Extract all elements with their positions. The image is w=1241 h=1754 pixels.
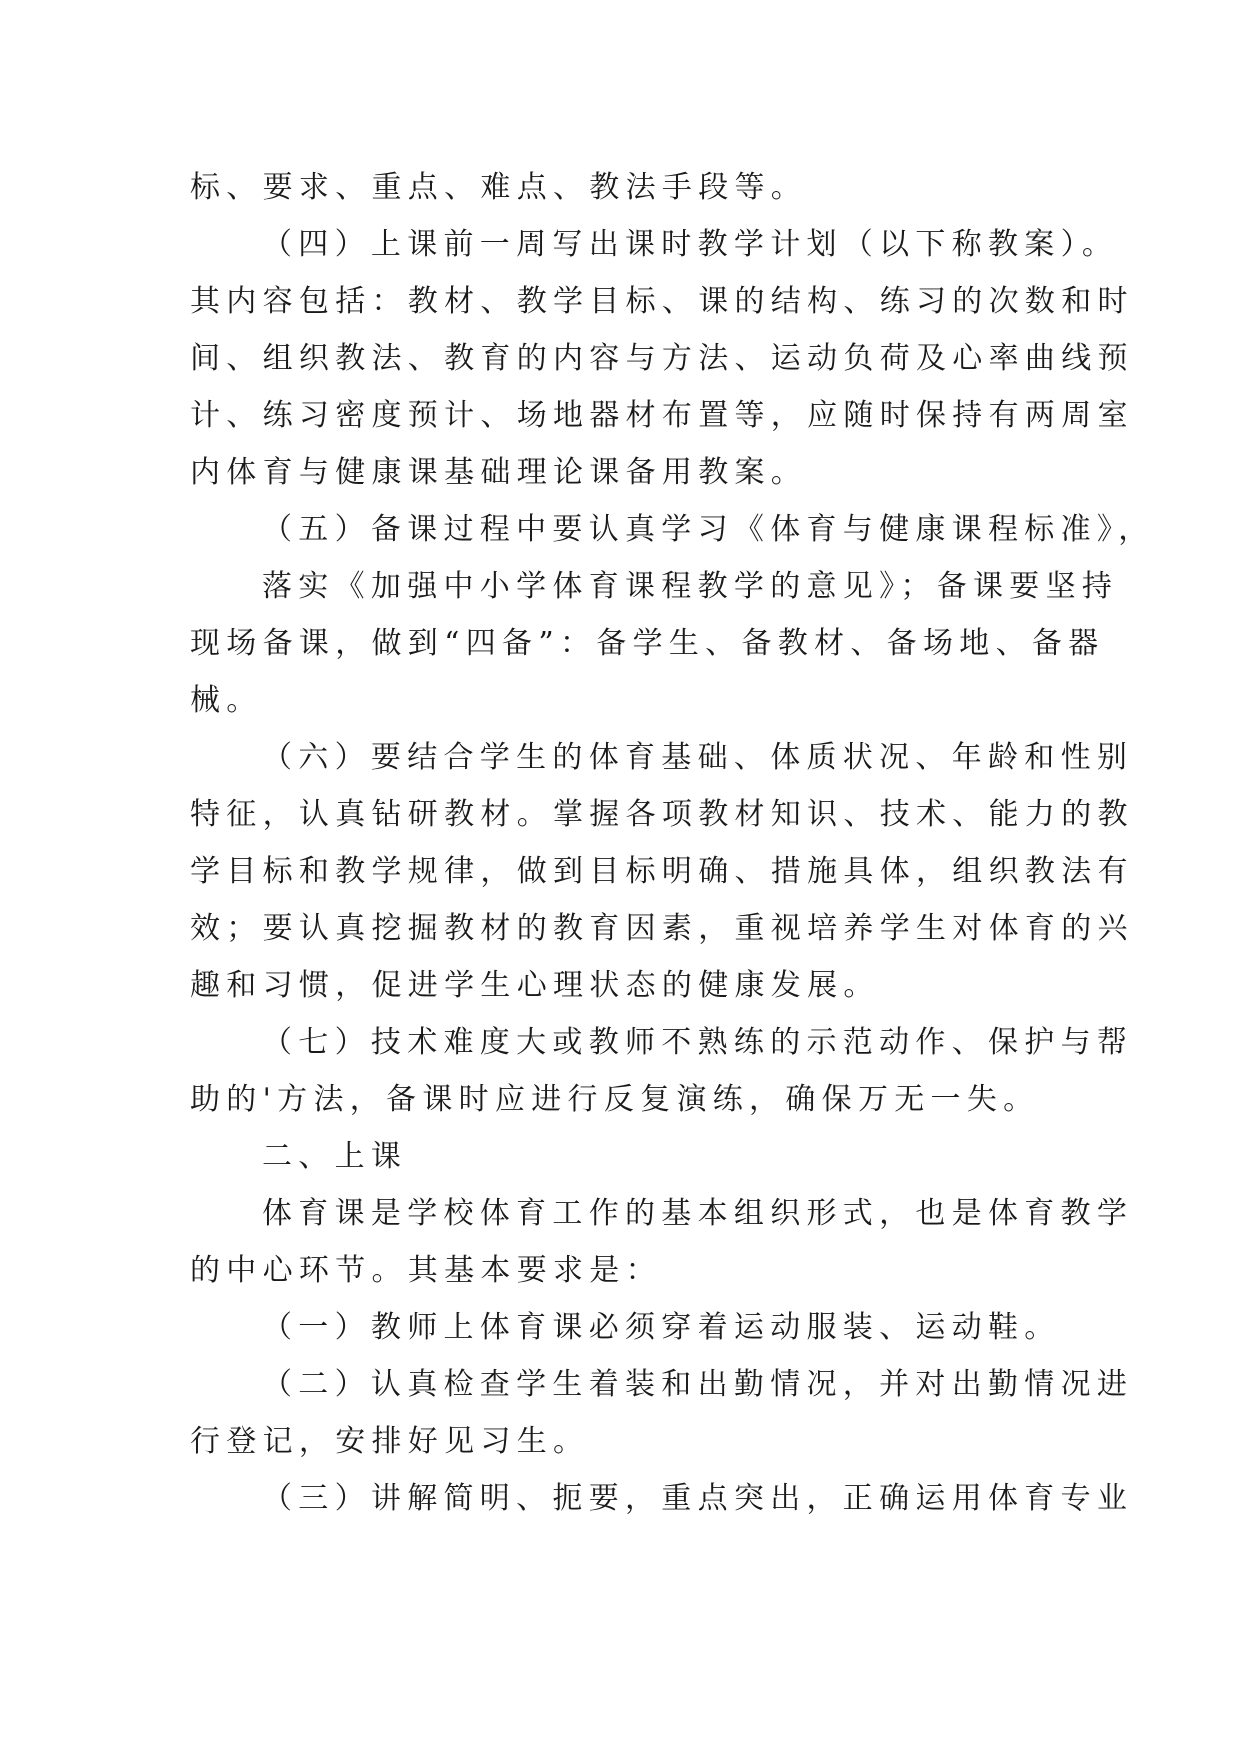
text-line: 学目标和教学规律，做到目标明确、措施具体，组织教法有 xyxy=(190,854,1134,889)
text-line: 标、要求、重点、难点、教法手段等。 xyxy=(190,170,808,205)
text-line: 效；要认真挖掘教材的教育因素，重视培养学生对体育的兴 xyxy=(190,911,1134,946)
text-line: 内体育与健康课基础理论课备用教案。 xyxy=(190,455,808,490)
text-line: （六）要结合学生的体育基础、体质状况、年龄和性别 xyxy=(262,740,1134,775)
text-line: 落实《加强中小学体育课程教学的意见》；备课要坚持 xyxy=(262,569,1119,604)
text-line: 行登记，安排好见习生。 xyxy=(190,1424,590,1459)
text-line: 助的'方法，备课时应进行反复演练，确保万无一失。 xyxy=(190,1082,1040,1117)
text-line: 间、组织教法、教育的内容与方法、运动负荷及心率曲线预 xyxy=(190,341,1134,376)
text-line: 特征，认真钻研教材。掌握各项教材知识、技术、能力的教 xyxy=(190,797,1134,832)
text-line: （一）教师上体育课必须穿着运动服装、运动鞋。 xyxy=(262,1310,1061,1345)
text-line: （三）讲解简明、扼要，重点突出，正确运用体育专业 xyxy=(262,1481,1134,1516)
text-line: 计、练习密度预计、场地器材布置等，应随时保持有两周室 xyxy=(190,398,1134,433)
text-line: 现场备课，做到“四备”：备学生、备教材、备场地、备器 xyxy=(190,626,1105,661)
text-line: （七）技术难度大或教师不熟练的示范动作、保护与帮 xyxy=(262,1025,1134,1060)
text-line: 趣和习惯，促进学生心理状态的健康发展。 xyxy=(190,968,880,1003)
text-line: 的中心环节。其基本要求是： xyxy=(190,1253,662,1288)
text-line: 其内容包括：教材、教学目标、课的结构、练习的次数和时 xyxy=(190,284,1134,319)
text-line: 体育课是学校体育工作的基本组织形式，也是体育教学 xyxy=(262,1196,1134,1231)
text-line: （二）认真检查学生着装和出勤情况，并对出勤情况进 xyxy=(262,1367,1134,1402)
text-line: 械。 xyxy=(190,683,263,718)
text-line: （五）备课过程中要认真学习《体育与健康课程标准》， xyxy=(262,512,1155,547)
section-heading: 二、上课 xyxy=(262,1139,408,1174)
text-line: （四）上课前一周写出课时教学计划（以下称教案）。 xyxy=(262,227,1119,262)
